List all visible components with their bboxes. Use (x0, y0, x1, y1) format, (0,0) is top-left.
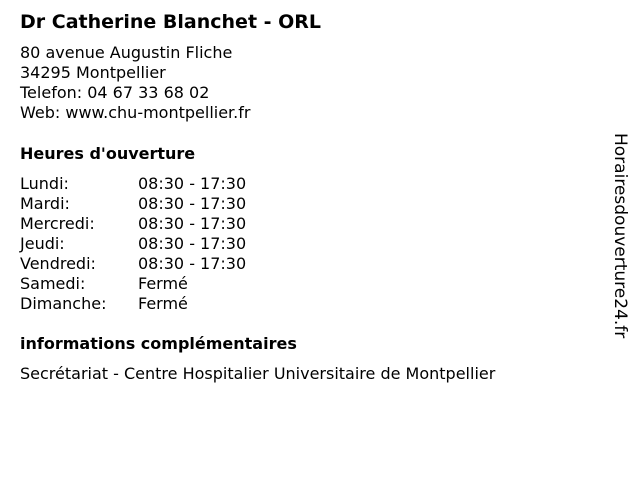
hours-time-value: Fermé (138, 294, 188, 313)
address-phone: Telefon: 04 67 33 68 02 (20, 83, 210, 102)
hours-day-label: Vendredi: (20, 254, 96, 273)
hours-day-label: Lundi: (20, 174, 69, 193)
hours-day-label: Mardi: (20, 194, 70, 213)
additional-info-heading: informations complémentaires (20, 334, 297, 353)
hours-time-value: Fermé (138, 274, 188, 293)
hours-day-label: Mercredi: (20, 214, 95, 233)
address-web: Web: www.chu-montpellier.fr (20, 103, 251, 122)
opening-hours-heading: Heures d'ouverture (20, 144, 196, 163)
hours-day-label: Samedi: (20, 274, 86, 293)
address-city: 34295 Montpellier (20, 63, 166, 82)
address-block (20, 43, 250, 123)
hours-time-value: 08:30 - 17:30 (138, 174, 247, 193)
hours-time-value: 08:30 - 17:30 (138, 254, 247, 273)
additional-info-text: Secrétariat - Centre Hospitalier Universitaire de Montpellier (20, 364, 496, 383)
hours-time-value: 08:30 - 17:30 (138, 214, 247, 233)
hours-day-label: Dimanche: (20, 294, 107, 313)
site-watermark: Horairesdouverture24.fr (610, 133, 630, 339)
page-title: Dr Catherine Blanchet - ORL (20, 11, 322, 33)
hours-time-value: 08:30 - 17:30 (138, 234, 247, 253)
address-street: 80 avenue Augustin Fliche (20, 43, 233, 62)
hours-time-value: 08:30 - 17:30 (138, 194, 247, 213)
hours-day-label: Jeudi: (20, 234, 65, 253)
